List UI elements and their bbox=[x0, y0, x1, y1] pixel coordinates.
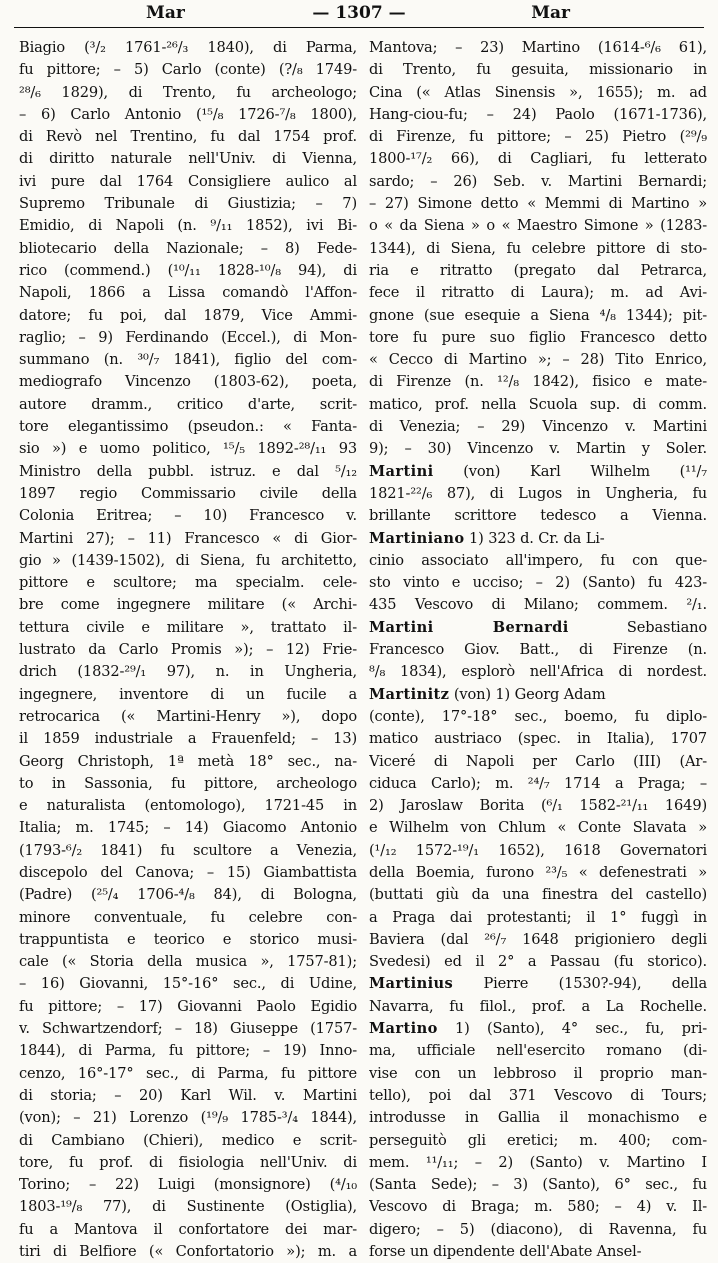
entry-headword: Martini bbox=[369, 462, 434, 480]
text-line: 1897 regio Commissario civile della bbox=[19, 484, 357, 502]
text-line: to in Sassonia, fu pittore, archeologo bbox=[19, 774, 357, 792]
text-line: 1800-¹⁷/₂ 66), di Cagliari, fu letterato bbox=[369, 150, 707, 168]
text-line: il 1859 industriale a Frauenfeld; – 13) bbox=[19, 730, 357, 748]
text-line: di storia; – 20) Karl Wil. v. Martini bbox=[19, 1086, 357, 1104]
text-line: tiri di Belfiore (« Confortatorio »); m. a bbox=[19, 1243, 357, 1261]
text-line: cinio associato all'impero, fu con que- bbox=[369, 551, 707, 569]
text-line: – 27) Simone detto « Memmi di Martino » bbox=[369, 195, 707, 213]
text-line: ma, ufficiale nell'esercito romano (di- bbox=[369, 1042, 707, 1060]
header-right-keyword: Mar bbox=[531, 3, 570, 23]
text-line: forse un dipendente dell'Abate Ansel- bbox=[369, 1243, 642, 1261]
text-line bbox=[369, 528, 707, 550]
text-line: o « da Siena » o « Maestro Simone » (1283- bbox=[369, 217, 707, 235]
text-line: v. Schwartzendorf; – 18) Giuseppe (1757- bbox=[19, 1020, 357, 1038]
text-line: e naturalista (entomologo), 1721-45 in bbox=[19, 797, 357, 815]
text-line: fu pittore; – 17) Giovanni Paolo Egidio bbox=[19, 997, 357, 1015]
text-line: Supremo Tribunale di Giustizia; – 7) bbox=[19, 195, 357, 213]
text-line: Torino; – 22) Luigi (monsignore) (⁴/₁₀ bbox=[19, 1176, 357, 1194]
text-line: tettura civile e militare », trattato il- bbox=[19, 618, 357, 636]
text-line: Colonia Eritrea; – 10) Francesco v. bbox=[19, 507, 357, 525]
header-left-keyword: Mar bbox=[146, 3, 185, 23]
left-column bbox=[19, 37, 357, 1263]
text-line: 1844), di Parma, fu pittore; – 19) Inno- bbox=[19, 1042, 357, 1060]
text-line: Napoli, 1866 a Lissa comandò l'Affon- bbox=[19, 284, 357, 302]
text-line: ria e ritratto (pregato dal Petrarca, bbox=[369, 261, 707, 279]
text-line: ²⁸/₆ 1829), di Trento, fu archeologo; bbox=[19, 83, 357, 101]
text-line: trappuntista e teorico e storico musi- bbox=[19, 930, 357, 948]
text-line: perseguitò gli eretici; m. 400; com- bbox=[369, 1131, 707, 1149]
text-line: lustrato da Carlo Promis »); – 12) Frie- bbox=[19, 641, 357, 659]
text-line bbox=[369, 617, 707, 639]
text-line: raglio; – 9) Ferdinando (Eccel.), di Mon- bbox=[19, 328, 357, 346]
text-line: – 6) Carlo Antonio (¹⁵/₈ 1726-⁷/₈ 1800), bbox=[19, 105, 357, 123]
text-line: rico (commend.) (¹⁰/₁₁ 1828-¹⁰/₈ 94), di bbox=[19, 261, 357, 279]
text-line: drich (1832-²⁹/₁ 97), n. in Ungheria, bbox=[19, 663, 357, 681]
text-line: fu pittore; – 5) Carlo (conte) (?/₈ 1749- bbox=[19, 61, 357, 79]
text-line: di Revò nel Trentino, fu dal 1754 prof. bbox=[19, 128, 357, 146]
text-line: Vescovo di Braga; m. 580; – 4) v. Il- bbox=[369, 1198, 707, 1216]
text-line: 1344), di Siena, fu celebre pittore di sto- bbox=[369, 239, 707, 257]
entry-text: Pierre (1530?-94), della bbox=[453, 975, 707, 993]
text-line: Francesco Giov. Batt., di Firenze (n. bbox=[369, 641, 707, 659]
text-line: bre come ingegnere militare (« Archi- bbox=[19, 596, 357, 614]
text-line: sto vinto e ucciso; – 2) (Santo) fu 423- bbox=[369, 574, 707, 592]
entry-headword: Martino bbox=[369, 1020, 438, 1038]
entry-headword: Martiniano bbox=[369, 529, 465, 547]
entry-text: Sebastiano bbox=[568, 618, 707, 636]
text-line bbox=[369, 1018, 707, 1040]
text-line: Mantova; – 23) Martino (1614-⁶/₆ 61), bbox=[369, 39, 707, 56]
text-line: di Firenze (n. ¹²/₈ 1842), fisico e mate- bbox=[369, 373, 707, 391]
text-line: tore fu pure suo figlio Francesco detto bbox=[369, 328, 707, 346]
text-line: (1793-⁶/₂ 1841) fu scultore a Venezia, bbox=[19, 841, 357, 859]
entry-text: 1) (Santo), 4° sec., fu, pri- bbox=[437, 1020, 707, 1038]
text-line: (von); – 21) Lorenzo (¹⁹/₉ 1785-³/₄ 1844), bbox=[19, 1109, 357, 1127]
entry-text: (von) 1) Georg Adam bbox=[449, 685, 606, 703]
text-line: (buttati giù da una finestra del castello) bbox=[369, 886, 707, 904]
text-line: Svedesi) ed il 2° a Passau (fu storico). bbox=[369, 953, 707, 971]
text-line: Viceré di Napoli per Carlo (III) (Ar- bbox=[369, 752, 707, 770]
right-column bbox=[369, 37, 707, 1263]
text-line: ivi pure dal 1764 Consigliere aulico al bbox=[19, 172, 357, 190]
entry-headword: Martinius bbox=[369, 975, 454, 993]
text-line: e Wilhelm von Chlum « Conte Slavata » bbox=[369, 819, 707, 837]
text-line bbox=[369, 973, 707, 995]
text-line: (conte), 17°-18° sec., boemo, fu diplo- bbox=[369, 707, 707, 725]
text-line: della Boemia, furono ²³/₅ « defenestrati » bbox=[369, 863, 707, 881]
text-line: pittore e scultore; ma specialm. cele- bbox=[19, 574, 357, 592]
text-line: Biagio (³/₂ 1761-²⁶/₃ 1840), di Parma, bbox=[19, 39, 357, 56]
text-line: fece il ritratto di Laura); m. ad Avi- bbox=[369, 284, 707, 302]
text-line: matico, prof. nella Scuola sup. di comm. bbox=[369, 395, 707, 413]
text-line: (Santa Sede); – 3) (Santo), 6° sec., fu bbox=[369, 1176, 707, 1194]
text-line: introdusse in Gallia il monachismo e bbox=[369, 1109, 707, 1127]
entry-headword: Martini Bernardi bbox=[369, 618, 569, 636]
text-line: ⁸/₈ 1834), esplorò nell'Africa di nordest. bbox=[369, 663, 707, 681]
text-line: di Firenze, fu pittore; – 25) Pietro (²⁹/₉ bbox=[369, 128, 707, 146]
text-line: minore conventuale, fu celebre con- bbox=[19, 908, 357, 926]
text-line: cale (« Storia della musica », 1757-81); bbox=[19, 953, 357, 971]
text-line: cenzo, 16°-17° sec., di Parma, fu pittore bbox=[19, 1064, 357, 1082]
text-line: matico austriaco (spec. in Italia), 1707 bbox=[369, 730, 707, 748]
text-line: a Praga dai protestanti; il 1° fuggì in bbox=[369, 908, 707, 926]
text-line: di diritto naturale nell'Univ. di Vienna, bbox=[19, 150, 357, 168]
text-line: mem. ¹¹/₁₁; – 2) (Santo) v. Martino I bbox=[369, 1153, 707, 1171]
text-line: digero; – 5) (diacono), di Ravenna, fu bbox=[369, 1220, 707, 1238]
text-line: Italia; m. 1745; – 14) Giacomo Antonio bbox=[19, 819, 357, 837]
text-line: – 16) Giovanni, 15°-16° sec., di Udine, bbox=[19, 975, 357, 993]
text-line: brillante scrittore tedesco a Vienna. bbox=[369, 507, 707, 525]
text-line: summano (n. ³⁰/₇ 1841), figlio del com- bbox=[19, 351, 357, 369]
text-line: retrocarica (« Martini-Henry »), dopo bbox=[19, 707, 357, 725]
text-line bbox=[369, 684, 707, 706]
text-line: autore dramm., critico d'arte, scrit- bbox=[19, 395, 357, 413]
text-line: 9); – 30) Vincenzo v. Martin y Soler. bbox=[369, 440, 707, 458]
text-line: di Cambiano (Chieri), medico e scrit- bbox=[19, 1131, 357, 1149]
text-line: Hang-ciou-fu; – 24) Paolo (1671-1736), bbox=[369, 105, 707, 123]
text-line: sardo; – 26) Seb. v. Martini Bernardi; bbox=[369, 172, 707, 190]
text-line: fu a Mantova il confortatore dei mar- bbox=[19, 1220, 357, 1238]
text-line: datore; fu poi, dal 1879, Vice Ammi- bbox=[19, 306, 357, 324]
text-line: Georg Christoph, 1ª metà 18° sec., na- bbox=[19, 752, 357, 770]
text-line: tore, fu prof. di fisiologia nell'Univ. di bbox=[19, 1153, 357, 1171]
page-header bbox=[14, 3, 704, 27]
text-line: bliotecario della Nazionale; – 8) Fede- bbox=[19, 239, 357, 257]
text-line: sio ») e uomo politico, ¹⁵/₅ 1892-²⁸/₁₁ 93 bbox=[19, 440, 357, 458]
text-line: Baviera (dal ²⁶/₇ 1648 prigioniero degli bbox=[369, 930, 707, 948]
text-line: vise con un lebbroso il proprio man- bbox=[369, 1064, 707, 1082]
text-line: Emidio, di Napoli (n. ⁹/₁₁ 1852), ivi Bi- bbox=[19, 217, 357, 235]
page-number: — 1307 — bbox=[312, 3, 406, 23]
header-rule bbox=[14, 27, 704, 28]
text-line: Martini 27); – 11) Francesco « di Gior- bbox=[19, 529, 357, 547]
text-line: ciduca Carlo); m. ²⁴/₇ 1714 a Praga; – bbox=[369, 774, 707, 792]
text-line: 1821-²²/₆ 87), di Lugos in Ungheria, fu bbox=[369, 484, 707, 502]
text-line: ingegnere, inventore di un fucile a bbox=[19, 685, 357, 703]
entry-headword: Martinitz bbox=[369, 685, 450, 703]
text-line: (Padre) (²⁵/₄ 1706-⁴/₈ 84), di Bologna, bbox=[19, 886, 357, 904]
text-line: discepolo del Canova; – 15) Giambattista bbox=[19, 863, 357, 881]
text-line: Navarra, fu filol., prof. a La Rochelle. bbox=[369, 997, 707, 1015]
text-line: tore elegantissimo (pseudon.: « Fanta- bbox=[19, 418, 357, 436]
text-line bbox=[369, 461, 707, 483]
text-line: (¹/₁₂ 1572-¹⁹/₁ 1652), 1618 Governatori bbox=[369, 841, 707, 859]
text-line: di Venezia; – 29) Vincenzo v. Martini bbox=[369, 418, 707, 436]
text-line: Cina (« Atlas Sinensis », 1655); m. ad bbox=[369, 83, 707, 101]
text-line: « Cecco di Martino »; – 28) Tito Enrico, bbox=[369, 351, 707, 369]
text-line: Ministro della pubbl. istruz. e dal ⁵/₁₂ bbox=[19, 462, 357, 480]
text-line: di Trento, fu gesuita, missionario in bbox=[369, 61, 707, 79]
text-line: gnone (sue esequie a Siena ⁴/₈ 1344); pit- bbox=[369, 306, 707, 324]
text-line: tello), poi dal 371 Vescovo di Tours; bbox=[369, 1086, 707, 1104]
entry-text: (von) Karl Wilhelm (¹¹/₇ bbox=[433, 462, 707, 480]
text-line: gio » (1439-1502), di Siena, fu architetto, bbox=[19, 551, 357, 569]
text-line: mediografo Vincenzo (1803-62), poeta, bbox=[19, 373, 357, 391]
text-line: 1803-¹⁹/₈ 77), di Sustinente (Ostiglia), bbox=[19, 1198, 357, 1216]
text-line: 2) Jaroslaw Borita (⁶/₁ 1582-²¹/₁₁ 1649) bbox=[369, 797, 707, 815]
text-line: 435 Vescovo di Milano; commem. ²/₁. bbox=[369, 596, 707, 614]
entry-text: 1) 323 d. Cr. da Li- bbox=[464, 529, 605, 547]
